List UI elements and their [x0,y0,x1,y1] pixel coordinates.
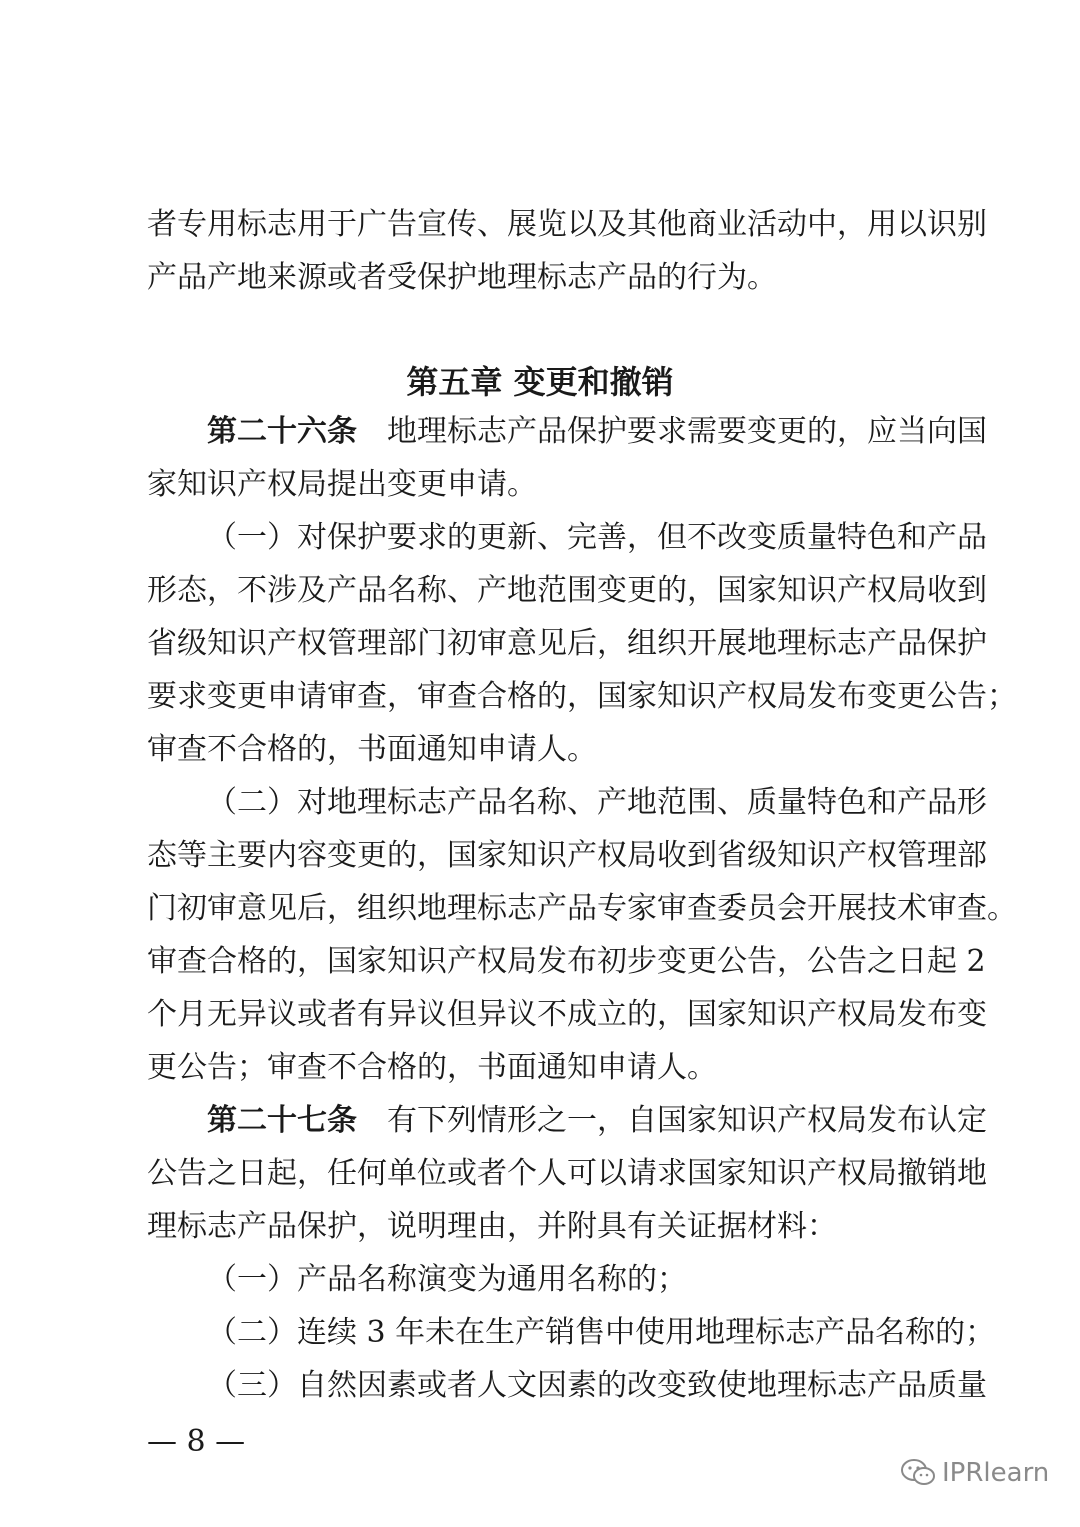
body-line: 家知识产权局提出变更申请。 [147,467,537,502]
body-line: 省级知识产权管理部门初审意见后，组织开展地理标志产品保护 [147,626,987,661]
article-27-heading: 第二十七条 [207,1103,357,1138]
body-line: 门初审意见后，组织地理标志产品专家审查委员会开展技术审查。 [147,891,1017,926]
body-line: 形态，不涉及产品名称、产地范围变更的，国家知识产权局收到 [147,573,987,608]
body-line: 要求变更申请审查，审查合格的，国家知识产权局发布变更公告； [147,679,1017,714]
body-line: 更公告；审查不合格的，书面通知申请人。 [147,1050,717,1085]
article-26-text: 地理标志产品保护要求需要变更的，应当向国 [387,414,987,449]
body-line: 产品产地来源或者受保护地理标志产品的行为。 [147,260,777,295]
body-line: （二）对地理标志产品名称、产地范围、质量特色和产品形 [207,785,987,820]
watermark-text: IPRlearn [942,1458,1050,1488]
body-line: 审查不合格的，书面通知申请人。 [147,732,597,767]
body-line: 审查合格的，国家知识产权局发布初步变更公告，公告之日起 2 [147,944,986,979]
watermark [900,1458,1049,1488]
article-27-line [207,1103,987,1139]
body-line: 态等主要内容变更的，国家知识产权局收到省级知识产权管理部 [147,838,987,873]
article-27-text: 有下列情形之一，自国家知识产权局发布认定 [387,1103,987,1138]
list-item: （三）自然因素或者人文因素的改变致使地理标志产品质量 [207,1368,987,1403]
body-line: （一）对保护要求的更新、完善，但不改变质量特色和产品 [207,520,987,555]
page-number: — 8 — [147,1424,246,1459]
article-26-heading: 第二十六条 [207,414,357,449]
list-item: （二）连续 3 年未在生产销售中使用地理标志产品名称的； [207,1315,996,1350]
list-item: （一）产品名称演变为通用名称的； [207,1262,687,1297]
body-line: 理标志产品保护，说明理由，并附具有关证据材料： [147,1209,837,1244]
chapter-title: 第五章 变更和撤销 [406,363,674,401]
body-line: 者专用标志用于广告宣传、展览以及其他商业活动中，用以识别 [147,207,987,242]
body-line: 个月无异议或者有异议但异议不成立的，国家知识产权局发布变 [147,997,987,1032]
body-line: 公告之日起，任何单位或者个人可以请求国家知识产权局撤销地 [147,1156,987,1191]
article-26-line [207,414,987,450]
wechat-icon [900,1458,936,1488]
